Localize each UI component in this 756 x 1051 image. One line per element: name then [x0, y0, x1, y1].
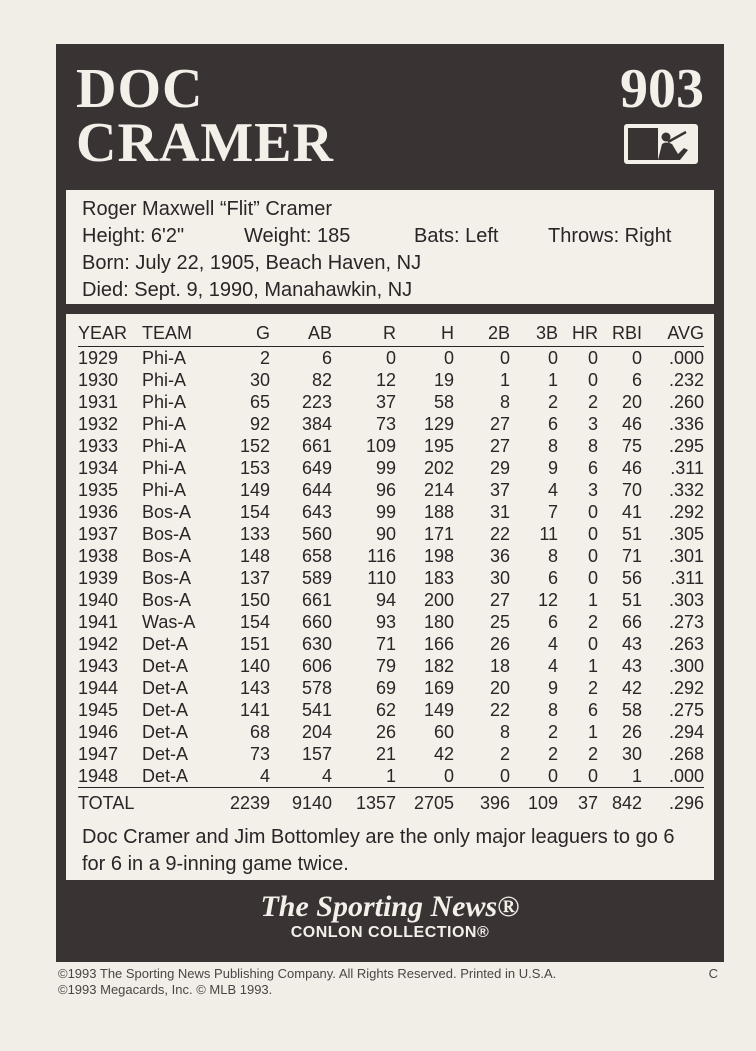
cell-3b: 4 [547, 655, 558, 676]
cell-team: Phi-A [142, 347, 187, 368]
weight: Weight: 185 [244, 225, 351, 247]
died: Died: Sept. 9, 1990, Manahawkin, NJ [82, 279, 413, 301]
total-g: 2239 [212, 788, 270, 817]
cell-h: 129 [423, 413, 454, 434]
cell-r: 37 [375, 391, 396, 412]
cell-team: Phi-A [142, 457, 187, 478]
cell-g: 73 [249, 743, 270, 764]
cell-2b: 0 [499, 765, 510, 786]
cell-avg: .273 [668, 611, 704, 632]
cell-rbi: 42 [621, 677, 642, 698]
cell-rbi: 46 [621, 457, 642, 478]
cell-team: Det-A [142, 699, 189, 720]
cell-year: 1932 [78, 413, 119, 434]
cell-team: Det-A [142, 633, 189, 654]
cell-ab: 82 [311, 369, 332, 390]
table-row [78, 677, 704, 699]
bio-panel [66, 190, 714, 304]
cell-h: 195 [423, 435, 454, 456]
cell-year: 1938 [78, 545, 119, 566]
cell-h: 42 [433, 743, 454, 764]
total-rbi: 842 [598, 788, 642, 817]
table-row [78, 369, 704, 391]
col-header-rbi: RBI [598, 320, 642, 347]
cell-h: 183 [423, 567, 454, 588]
cell-h: 149 [423, 699, 454, 720]
cell-avg: .311 [670, 567, 704, 588]
cell-3b: 8 [547, 699, 558, 720]
cell-g: 30 [249, 369, 270, 390]
cell-3b: 8 [547, 435, 558, 456]
table-row [78, 743, 704, 765]
cell-hr: 1 [587, 721, 598, 742]
cell-h: 169 [423, 677, 454, 698]
cell-rbi: 43 [621, 633, 642, 654]
cell-h: 202 [423, 457, 454, 478]
cell-hr: 0 [587, 369, 598, 390]
cell-rbi: 51 [621, 523, 642, 544]
col-header-ab: AB [270, 320, 332, 347]
cell-3b: 4 [547, 479, 558, 500]
total-team [142, 788, 212, 817]
cell-team: Det-A [142, 721, 189, 742]
cell-g: 154 [239, 611, 270, 632]
col-header-hr: HR [558, 320, 598, 347]
cell-3b: 2 [547, 743, 558, 764]
cell-ab: 643 [301, 501, 332, 522]
cell-year: 1942 [78, 633, 119, 654]
cell-ab: 6 [321, 347, 332, 368]
mlb-logo-graphic [628, 128, 694, 160]
card-number: 903 [620, 58, 704, 120]
col-header-g: G [212, 320, 270, 347]
cell-team: Det-A [142, 677, 189, 698]
cell-2b: 1 [499, 369, 510, 390]
cell-g: 143 [239, 677, 270, 698]
copyright-line-2: ©1993 Megacards, Inc. © MLB 1993. [58, 982, 273, 997]
cell-year: 1946 [78, 721, 119, 742]
cell-r: 116 [367, 545, 396, 566]
cell-h: 166 [423, 633, 454, 654]
cell-team: Was-A [142, 611, 196, 632]
total-ab: 9140 [270, 788, 332, 817]
table-row [78, 347, 704, 370]
cell-team: Bos-A [142, 567, 192, 588]
cell-2b: 30 [489, 567, 510, 588]
cell-team: Phi-A [142, 479, 187, 500]
cell-hr: 6 [587, 457, 598, 478]
cell-g: 92 [249, 413, 270, 434]
total-r: 1357 [332, 788, 396, 817]
conlon-collection: CONLON COLLECTION® [290, 924, 490, 941]
cell-year: 1943 [78, 655, 119, 676]
table-row [78, 523, 704, 545]
cell-hr: 0 [587, 347, 598, 368]
cell-avg: .303 [668, 589, 704, 610]
cell-rbi: 46 [621, 413, 642, 434]
col-header-3b: 3B [510, 320, 558, 347]
cell-h: 60 [433, 721, 454, 742]
cell-ab: 606 [301, 655, 332, 676]
table-row [78, 479, 704, 501]
cell-team: Det-A [142, 743, 189, 764]
cell-3b: 2 [547, 391, 558, 412]
cell-rbi: 26 [621, 721, 642, 742]
col-header-year: YEAR [78, 320, 142, 347]
copyright [58, 966, 556, 998]
cell-2b: 31 [489, 501, 510, 522]
cell-h: 198 [423, 545, 454, 566]
cell-2b: 27 [489, 589, 510, 610]
cell-h: 171 [423, 523, 454, 544]
cell-ab: 658 [301, 545, 332, 566]
cell-g: 148 [239, 545, 270, 566]
cell-r: 99 [375, 501, 396, 522]
sporting-news-logo: The Sporting News® [260, 890, 520, 923]
cell-g: 141 [239, 699, 270, 720]
cell-year: 1947 [78, 743, 119, 764]
table-row [78, 413, 704, 435]
cell-team: Phi-A [142, 391, 187, 412]
cell-ab: 649 [301, 457, 332, 478]
total-2b: 396 [454, 788, 510, 817]
cell-g: 133 [239, 523, 270, 544]
fun-fact: Doc Cramer and Jim Bottomley are the only major leaguers to go 6 for 6 in a 9-inning game twice. [82, 826, 675, 875]
player-name [76, 58, 334, 174]
cell-year: 1935 [78, 479, 119, 500]
cell-team: Phi-A [142, 369, 187, 390]
throws: Throws: Right [548, 225, 672, 247]
cell-avg: .000 [668, 347, 704, 368]
cell-3b: 6 [547, 413, 558, 434]
cell-h: 0 [443, 765, 454, 786]
cell-avg: .000 [668, 765, 704, 786]
cell-rbi: 43 [621, 655, 642, 676]
cell-2b: 18 [489, 655, 510, 676]
cell-rbi: 71 [621, 545, 642, 566]
cell-2b: 22 [489, 523, 510, 544]
cell-avg: .332 [668, 479, 704, 500]
cell-hr: 6 [587, 699, 598, 720]
cell-r: 90 [375, 523, 396, 544]
cell-r: 99 [375, 457, 396, 478]
table-row [78, 655, 704, 677]
cell-avg: .295 [668, 435, 704, 456]
table-row [78, 589, 704, 611]
cell-team: Phi-A [142, 435, 187, 456]
table-row [78, 435, 704, 457]
cell-3b: 11 [539, 523, 558, 544]
cell-2b: 2 [499, 743, 510, 764]
cell-team: Phi-A [142, 413, 187, 434]
cell-ab: 661 [301, 435, 332, 456]
cell-hr: 0 [587, 501, 598, 522]
cell-hr: 1 [587, 589, 598, 610]
cell-3b: 0 [547, 347, 558, 368]
cell-year: 1937 [78, 523, 119, 544]
cell-team: Bos-A [142, 523, 192, 544]
cell-2b: 27 [489, 413, 510, 434]
cell-year: 1931 [78, 391, 119, 412]
cell-hr: 0 [587, 567, 598, 588]
table-row [78, 457, 704, 479]
cell-g: 154 [239, 501, 270, 522]
cell-g: 2 [259, 347, 270, 368]
cell-h: 188 [423, 501, 454, 522]
cell-ab: 157 [301, 743, 332, 764]
cell-2b: 20 [489, 677, 510, 698]
cell-2b: 27 [489, 435, 510, 456]
cell-2b: 36 [489, 545, 510, 566]
cell-hr: 3 [587, 479, 598, 500]
cell-g: 153 [239, 457, 270, 478]
cell-2b: 29 [489, 457, 510, 478]
table-row [78, 721, 704, 743]
cell-2b: 22 [489, 699, 510, 720]
cell-avg: .268 [668, 743, 704, 764]
cell-ab: 560 [301, 523, 332, 544]
cell-g: 151 [239, 633, 270, 654]
born: Born: July 22, 1905, Beach Haven, NJ [82, 252, 422, 274]
col-header-h: H [396, 320, 454, 347]
cell-year: 1940 [78, 589, 119, 610]
cell-team: Bos-A [142, 501, 192, 522]
cell-avg: .300 [668, 655, 704, 676]
cell-rbi: 75 [621, 435, 642, 456]
cell-hr: 2 [587, 677, 598, 698]
cell-avg: .263 [668, 633, 704, 654]
cell-rbi: 41 [621, 501, 642, 522]
cell-year: 1936 [78, 501, 119, 522]
cell-ab: 541 [301, 699, 332, 720]
cell-r: 0 [385, 347, 396, 368]
cell-team: Bos-A [142, 589, 192, 610]
total-3b: 109 [510, 788, 558, 817]
cell-2b: 26 [489, 633, 510, 654]
cell-2b: 8 [499, 391, 510, 412]
cell-ab: 661 [301, 589, 332, 610]
cell-year: 1930 [78, 369, 119, 390]
cell-g: 150 [239, 589, 270, 610]
cell-hr: 0 [587, 765, 598, 786]
cell-team: Bos-A [142, 545, 192, 566]
table-row [78, 699, 704, 721]
cell-team: Det-A [142, 655, 189, 676]
cell-year: 1933 [78, 435, 119, 456]
cell-rbi: 51 [621, 589, 642, 610]
cell-g: 68 [249, 721, 270, 742]
cell-ab: 589 [301, 567, 332, 588]
cell-3b: 9 [547, 457, 558, 478]
cell-r: 73 [375, 413, 396, 434]
cell-rbi: 0 [631, 347, 642, 368]
cell-2b: 8 [499, 721, 510, 742]
cell-rbi: 6 [631, 369, 642, 390]
cell-ab: 644 [301, 479, 332, 500]
table-row [78, 545, 704, 567]
col-header-2b: 2B [454, 320, 510, 347]
cell-r: 71 [375, 633, 396, 654]
col-header-r: R [332, 320, 396, 347]
cell-rbi: 30 [621, 743, 642, 764]
cell-3b: 8 [547, 545, 558, 566]
col-header-avg: AVG [642, 320, 704, 347]
cell-r: 21 [375, 743, 396, 764]
cell-3b: 9 [547, 677, 558, 698]
stats-total-row [78, 788, 704, 817]
cell-h: 180 [423, 611, 454, 632]
cell-year: 1944 [78, 677, 119, 698]
cell-hr: 0 [587, 633, 598, 654]
cell-year: 1948 [78, 765, 119, 786]
cell-hr: 1 [587, 655, 598, 676]
cell-r: 69 [375, 677, 396, 698]
cell-h: 214 [423, 479, 454, 500]
cell-ab: 204 [301, 721, 332, 742]
cell-g: 152 [239, 435, 270, 456]
cell-g: 65 [249, 391, 270, 412]
cell-2b: 25 [489, 611, 510, 632]
cell-g: 149 [239, 479, 270, 500]
cell-g: 140 [239, 655, 270, 676]
stats-header-row [78, 320, 704, 347]
cell-ab: 223 [301, 391, 332, 412]
print-code: C [708, 966, 718, 981]
cell-h: 182 [423, 655, 454, 676]
table-row [78, 391, 704, 413]
height: Height: 6'2" [82, 225, 185, 247]
mlb-batter-logo-icon [624, 124, 698, 164]
total-hr: 37 [558, 788, 598, 817]
cell-hr: 8 [587, 435, 598, 456]
cell-r: 62 [375, 699, 396, 720]
cell-r: 93 [375, 611, 396, 632]
total-avg: .296 [642, 788, 704, 817]
cell-rbi: 66 [621, 611, 642, 632]
table-row [78, 567, 704, 589]
cell-ab: 4 [321, 765, 332, 786]
cell-3b: 6 [547, 611, 558, 632]
cell-hr: 2 [587, 391, 598, 412]
cell-avg: .260 [668, 391, 704, 412]
cell-rbi: 20 [621, 391, 642, 412]
last-name: CRAMER [76, 112, 334, 174]
cell-3b: 7 [547, 501, 558, 522]
cell-hr: 2 [587, 611, 598, 632]
cell-g: 137 [239, 567, 270, 588]
cell-avg: .305 [668, 523, 704, 544]
cell-3b: 1 [547, 369, 558, 390]
cell-year: 1941 [78, 611, 119, 632]
cell-r: 109 [365, 435, 396, 456]
cell-ab: 578 [301, 677, 332, 698]
card-back [56, 44, 724, 962]
cell-hr: 0 [587, 523, 598, 544]
cell-avg: .294 [668, 721, 704, 742]
cell-r: 79 [375, 655, 396, 676]
cell-avg: .292 [668, 501, 704, 522]
cell-2b: 0 [499, 347, 510, 368]
table-row [78, 611, 704, 633]
cell-r: 1 [385, 765, 396, 786]
cell-year: 1934 [78, 457, 119, 478]
cell-rbi: 1 [631, 765, 642, 786]
cell-year: 1939 [78, 567, 119, 588]
cell-h: 200 [423, 589, 454, 610]
cell-year: 1929 [78, 347, 119, 368]
cell-3b: 2 [547, 721, 558, 742]
full-name: Roger Maxwell “Flit” Cramer [82, 198, 333, 220]
cell-rbi: 56 [621, 567, 642, 588]
total-h: 2705 [396, 788, 454, 817]
cell-h: 58 [433, 391, 454, 412]
cell-3b: 0 [547, 765, 558, 786]
cell-r: 12 [375, 369, 396, 390]
cell-team: Det-A [142, 765, 189, 786]
cell-avg: .292 [668, 677, 704, 698]
cell-ab: 660 [301, 611, 332, 632]
cell-avg: .232 [668, 369, 704, 390]
table-row [78, 765, 704, 788]
first-name: DOC [76, 58, 204, 120]
career-stats-table [78, 320, 704, 816]
cell-rbi: 70 [621, 479, 642, 500]
cell-rbi: 58 [621, 699, 642, 720]
cell-hr: 2 [587, 743, 598, 764]
table-row [78, 633, 704, 655]
cell-r: 110 [367, 567, 396, 588]
cell-r: 96 [375, 479, 396, 500]
cell-h: 0 [443, 347, 454, 368]
brand-block [56, 890, 724, 942]
cell-3b: 4 [547, 633, 558, 654]
cell-hr: 3 [587, 413, 598, 434]
cell-2b: 37 [489, 479, 510, 500]
cell-year: 1945 [78, 699, 119, 720]
cell-avg: .336 [668, 413, 704, 434]
col-header-team: TEAM [142, 320, 212, 347]
cell-g: 4 [259, 765, 270, 786]
cell-ab: 384 [301, 413, 332, 434]
cell-3b: 6 [547, 567, 558, 588]
cell-r: 94 [375, 589, 396, 610]
cell-avg: .311 [670, 457, 704, 478]
cell-ab: 630 [301, 633, 332, 654]
cell-avg: .275 [668, 699, 704, 720]
bats: Bats: Left [414, 225, 499, 247]
cell-hr: 0 [587, 545, 598, 566]
stats-panel [66, 314, 714, 880]
cell-3b: 12 [537, 589, 558, 610]
cell-avg: .301 [668, 545, 704, 566]
total-year: TOTAL [78, 788, 142, 817]
cell-r: 26 [375, 721, 396, 742]
table-row [78, 501, 704, 523]
copyright-line-1: ©1993 The Sporting News Publishing Company. All Rights Reserved. Printed in U.S.A. [58, 966, 557, 981]
cell-h: 19 [433, 369, 454, 390]
